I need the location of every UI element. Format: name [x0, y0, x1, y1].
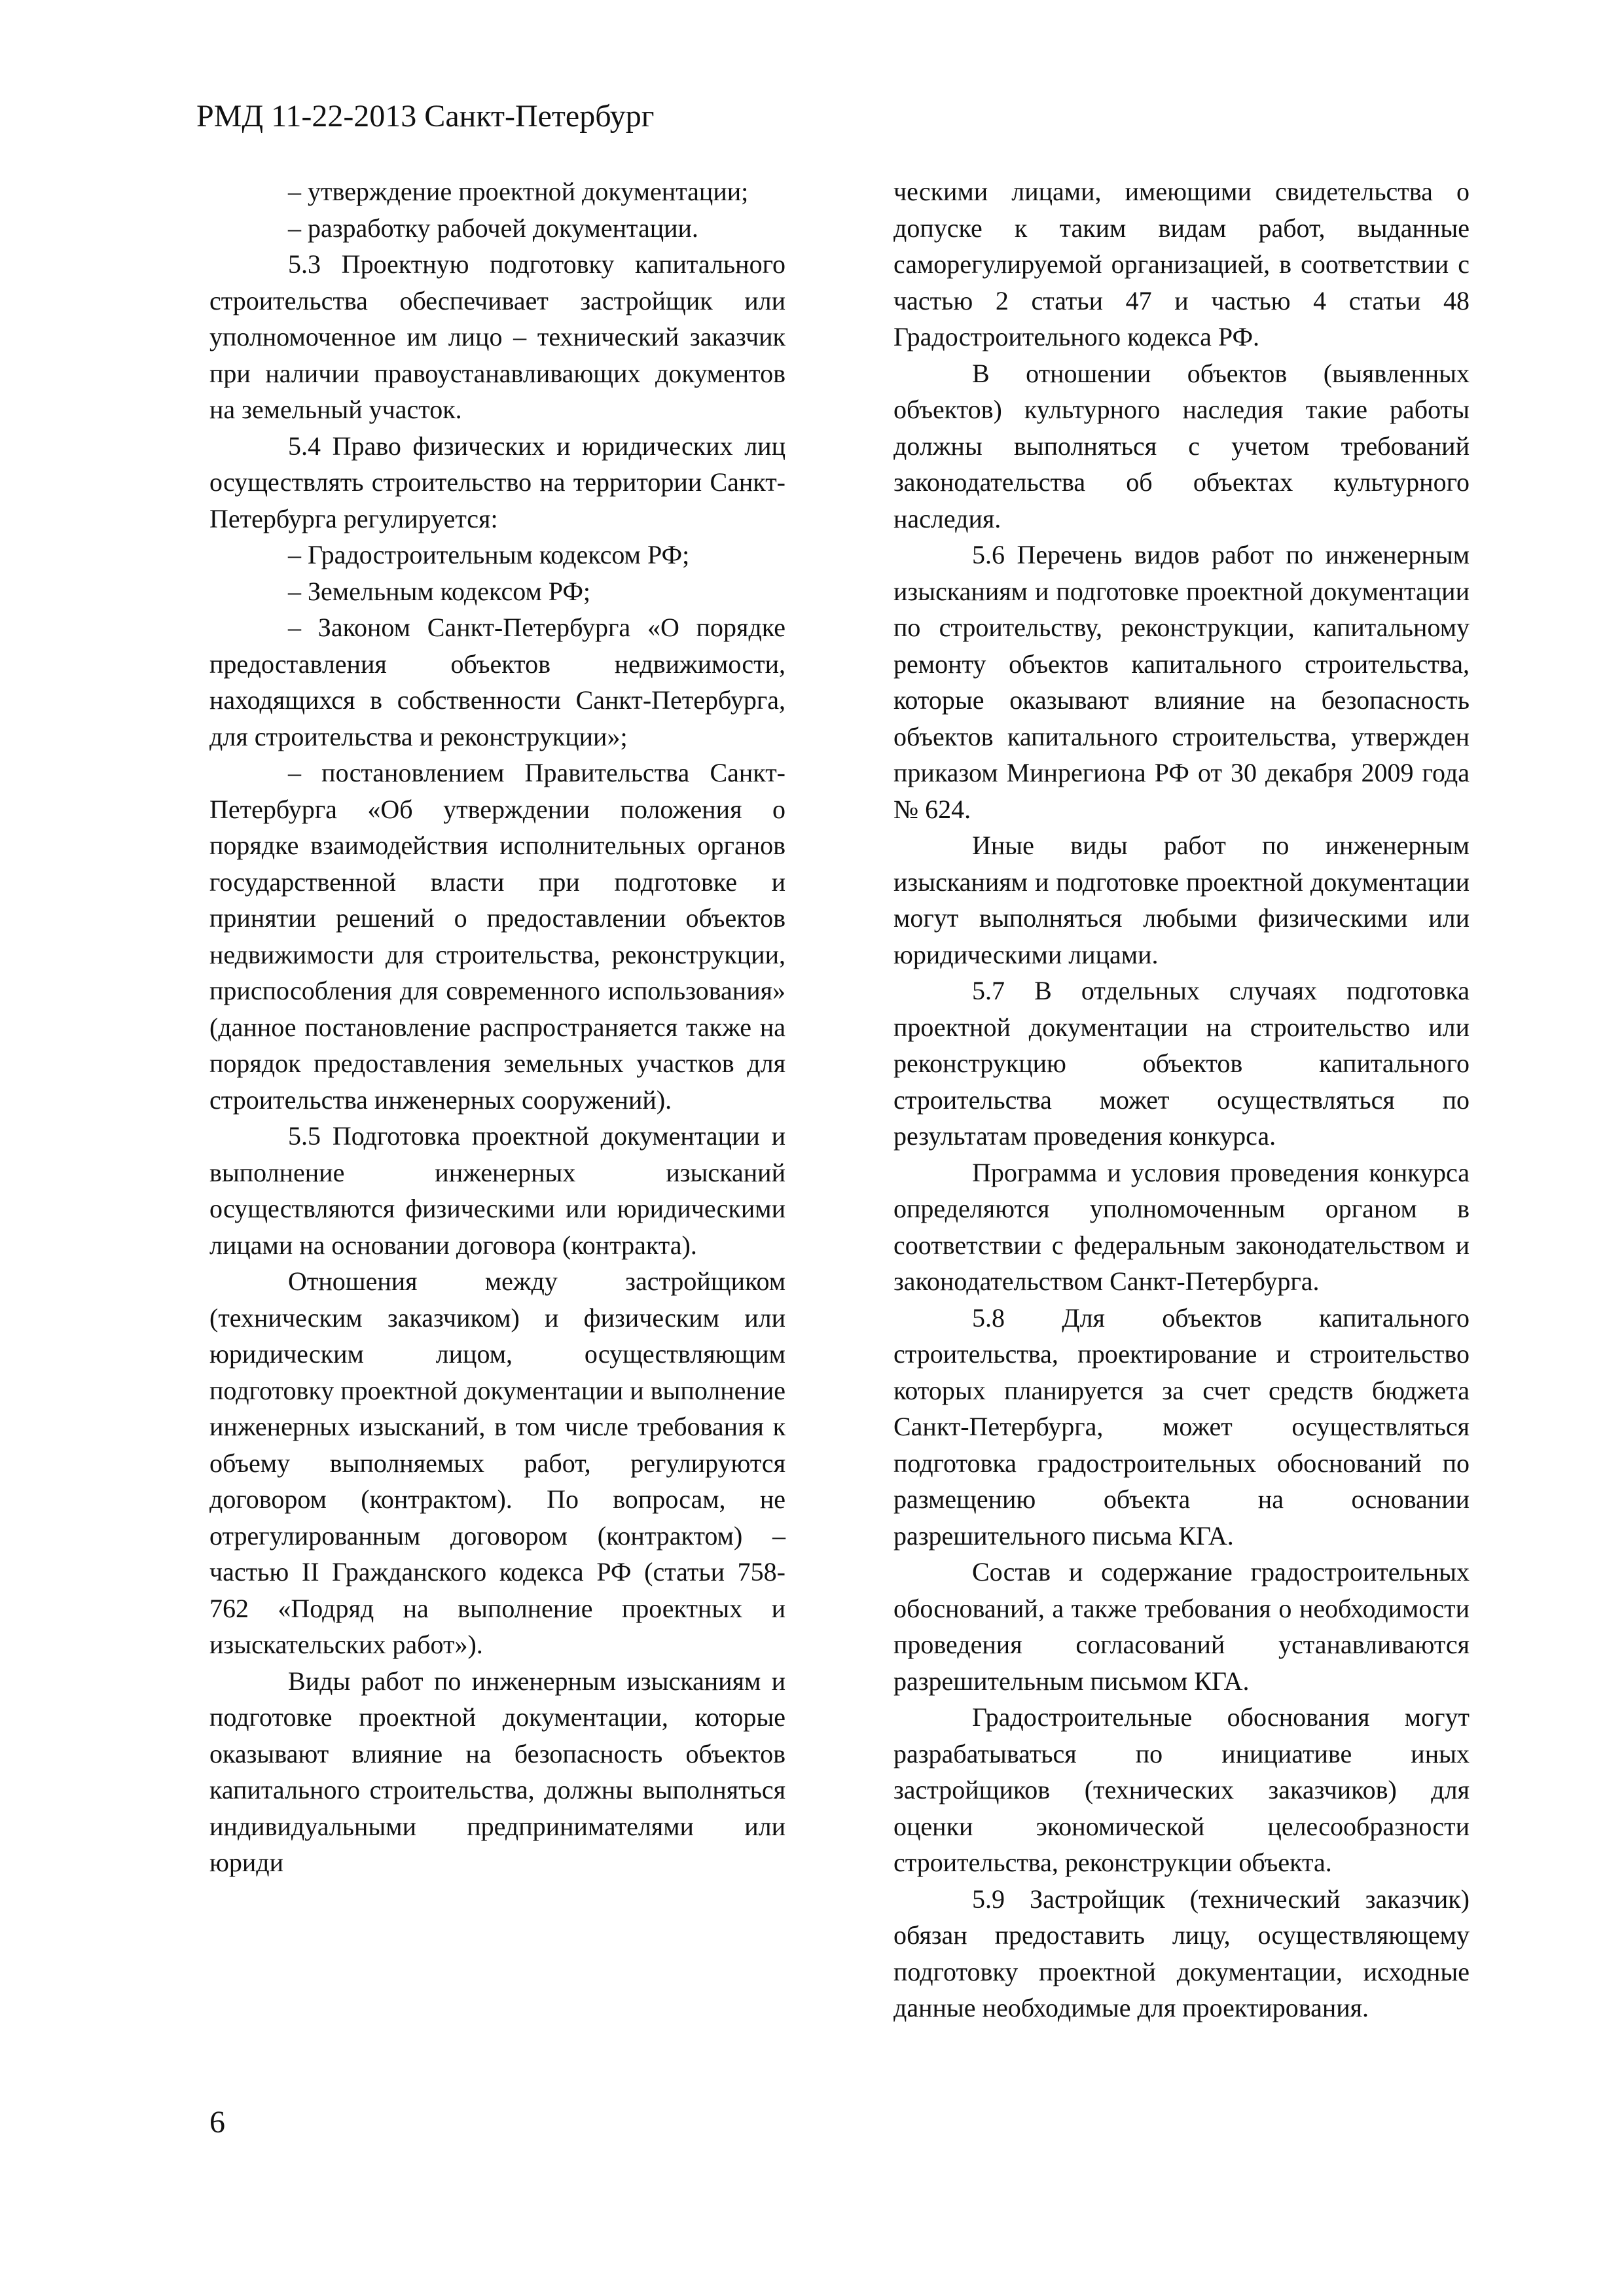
paragraph: Виды работ по инженерным изысканиям и подготовке проектной документации, которые оказывают влияние на безопасность объектов капитального строительства, должны выполняться индивидуальными предпринимателями или юриди	[209, 1666, 785, 1877]
paragraph: Градостроительные обоснования могут разрабатываться по инициативе иных застройщиков (технических заказчиков) для оценки экономической целесообразности строительства, реконструкции объекта.	[893, 1702, 1470, 1877]
paragraph: – утверждение проектной документации;	[288, 177, 749, 206]
paragraph: В отношении объектов (выявленных объектов) культурного наследия такие работы должны выполняться с учетом требований законодательства об объектах культурного наследия.	[893, 358, 1470, 533]
paragraph: Иные виды работ по инженерным изысканиям и подготовке проектной документации могут выполняться любыми физическими или юридическими лицами.	[893, 831, 1470, 969]
right-column	[893, 173, 1470, 2026]
page-number: 6	[209, 2105, 225, 2140]
page-header: РМД 11-22-2013 Санкт-Петербург	[196, 99, 655, 134]
paragraph: – Законом Санкт-Петербурга «О порядке предоставления объектов недвижимости, находящихся в собственности Санкт-Петербурга, для строительства и реконструкции»;	[209, 613, 785, 751]
paragraph: 5.6 Перечень видов работ по инженерным изысканиям и подготовке проектной документации по строительству, реконструкции, капитальному ремонту объектов капитального строительства, которые оказывают влияние на безопасность объектов капитального строительства, утвержден приказом Минрегиона РФ от 30 декабря 2009 года № 624.	[893, 540, 1470, 824]
left-column	[209, 173, 785, 1881]
paragraph: 5.9 Застройщик (технический заказчик) обязан предоставить лицу, осуществляющему подготовку проектной документации, исходные данные необходимые для проектирования.	[893, 1884, 1470, 2022]
paragraph: 5.5 Подготовка проектной документации и выполнение инженерных изысканий осуществляются физическими или юридическими лицами на основании договора (контракта).	[209, 1121, 785, 1260]
paragraph: – постановлением Правительства Санкт-Петербурга «Об утверждении положения о порядке взаимодействия исполнительных органов государственной власти при подготовке и принятии решений о предоставлении объектов недвижимости для строительства, реконструкции, приспособления для современного использования» (данное постановление распространяется также на порядок предоставления земельных участков для строительства инженерных сооружений).	[209, 758, 785, 1115]
paragraph: Состав и содержание градостроительных обоснований, а также требования о необходимости проведения согласований устанавливаются разрешительным письмом КГА.	[893, 1557, 1470, 1696]
paragraph: 5.3 Проектную подготовку капитального строительства обеспечивает застройщик или уполномоченное им лицо – технический заказчик при наличии правоустанавливающих документов на земельный участок.	[209, 249, 785, 424]
paragraph: Отношения между застройщиком (техническим заказчиком) и физическим или юридическим лицом, осуществляющим подготовку проектной документации и выполнение инженерных изысканий, в том числе требования к объему выполняемых работ, регулируются договором (контрактом). По вопросам, не отрегулированным договором (контрактом) – частью II Гражданского кодекса РФ (статьи 758-762 «Подряд на выполнение проектных и изыскательских работ»).	[209, 1266, 785, 1659]
paragraph: 5.8 Для объектов капитального строительства, проектирование и строительство которых планируется за счет средств бюджета Санкт-Петербурга, может осуществляться подготовка градостроительных обоснований по размещению объекта на основании разрешительного письма КГА.	[893, 1302, 1470, 1551]
paragraph: 5.7 В отдельных случаях подготовка проектной документации на строительство или реконструкцию объектов капитального строительства может осуществляться по результатам проведения конкурса.	[893, 976, 1470, 1151]
paragraph: – разработку рабочей документации.	[288, 213, 698, 243]
paragraph: 5.4 Право физических и юридических лиц осуществлять строительство на территории Санкт-Петербурга регулируется:	[209, 431, 785, 533]
paragraph: ческими лицами, имеющими свидетельства о допуске к таким видам работ, выданные саморегулируемой организацией, в соответствии с частью 2 статьи 47 и частью 4 статьи 48 Градостроительного кодекса РФ.	[893, 177, 1470, 351]
paragraph: Программа и условия проведения конкурса определяются уполномоченным органом в соответствии с федеральным законодательством и законодательством Санкт-Петербурга.	[893, 1157, 1470, 1296]
paragraph: – Градостроительным кодексом РФ;	[288, 540, 690, 569]
paragraph: – Земельным кодексом РФ;	[288, 576, 591, 606]
